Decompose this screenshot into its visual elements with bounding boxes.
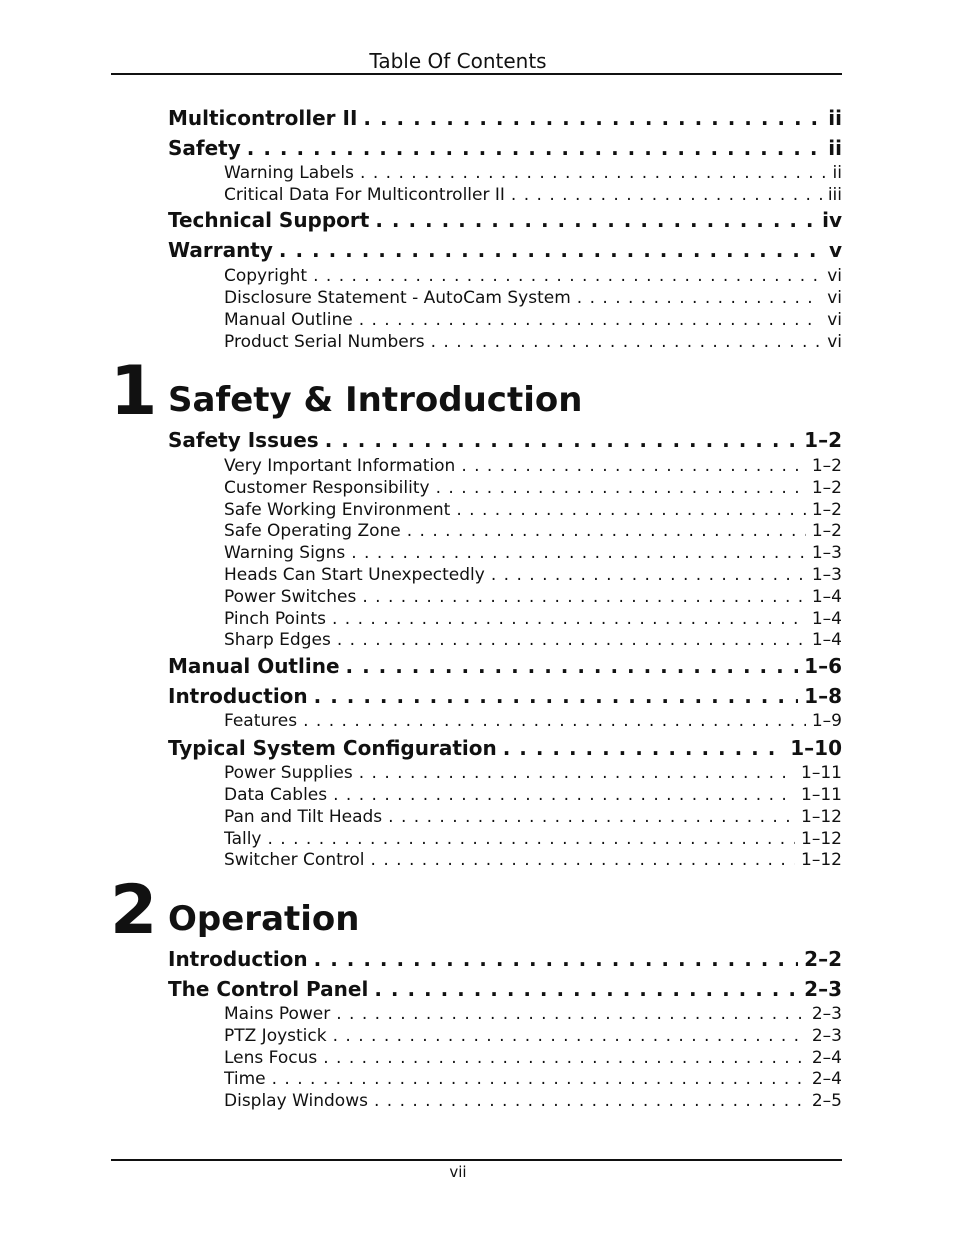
toc-entry-page: vi [827,288,842,308]
dot-leader [359,310,822,330]
toc-subsection-entry [224,500,842,522]
toc-entry-title: Introduction [168,684,308,708]
toc-entry-page: 1–4 [811,587,842,607]
toc-entry-title: Switcher Control [224,850,365,870]
toc-subsection-entry [224,1091,842,1113]
toc-entry-page: 1–6 [804,654,842,678]
toc-section-entry [168,947,842,975]
toc-entry-page: 1–12 [801,829,842,849]
toc-subsection-entry [224,850,842,872]
toc-subsection-entry [224,609,842,631]
dot-leader [313,266,821,286]
toc-section-entry [168,684,842,712]
toc-entry-title: Lens Focus [224,1048,318,1068]
dot-leader [314,684,799,708]
dot-leader [503,736,785,760]
toc-entry-title: Disclosure Statement - AutoCam System [224,288,571,308]
toc-entry-title: Warning Labels [224,163,355,183]
toc-subsection-entry [224,1069,842,1091]
dot-leader [332,609,806,629]
toc-entry-page: 2–4 [811,1048,842,1068]
toc-entry-title: Warranty [168,238,273,262]
dot-leader [491,565,806,585]
toc-entry-page: ii [828,106,842,130]
dot-leader [431,332,822,352]
chapter-title: Safety & Introduction [168,380,583,420]
toc-entry-title: Multicontroller II [168,106,358,130]
toc-subsection-entry [224,332,842,354]
toc-entry-page: 2–3 [804,977,842,1001]
toc-entry-page: 1–9 [811,711,842,731]
chapter-number: 2 [110,871,158,950]
dot-leader [375,208,816,232]
toc-section-entry [168,208,842,236]
toc-entry-title: Warning Signs [224,543,346,563]
toc-entry-page: 2–5 [811,1091,842,1111]
toc-entry-page: iii [827,185,842,205]
toc-entry-page: iv [822,208,842,232]
toc-entry-title: Power Switches [224,587,357,607]
toc-entry-title: Features [224,711,298,731]
dot-leader [333,1026,806,1046]
dot-leader [268,829,796,849]
toc-subsection-entry [224,829,842,851]
toc-subsection-entry [224,310,842,332]
dot-leader [323,1048,806,1068]
dot-leader [333,785,795,805]
toc-entry-page: v [828,238,842,262]
dot-leader [303,711,806,731]
toc-section-entry [168,106,842,134]
toc-entry-page: 1–8 [804,684,842,708]
dot-leader [279,238,823,262]
toc-entry-title: Data Cables [224,785,328,805]
toc-entry-title: Copyright [224,266,308,286]
toc-entry-title: Pan and Tilt Heads [224,807,383,827]
toc-entry-page: vi [827,310,842,330]
toc-entry-title: Time [224,1069,266,1089]
toc-subsection-entry [224,185,842,207]
footer-rule [111,1159,842,1161]
dot-leader [360,163,827,183]
toc-entry-title: Technical Support [168,208,370,232]
toc-entry-title: Introduction [168,947,308,971]
toc-subsection-entry [224,1026,842,1048]
toc-entry-title: Safety [168,136,241,160]
dot-leader [351,543,806,563]
toc-subsection-entry [224,711,842,733]
header-rule [111,73,842,75]
toc-subsection-entry [224,763,842,785]
toc-entry-page: 1–10 [790,736,842,760]
toc-entry-page: 2–3 [811,1004,842,1024]
toc-section-entry [168,977,842,1005]
toc-subsection-entry [224,288,842,310]
dot-leader [362,587,806,607]
dot-leader [247,136,823,160]
toc-subsection-entry [224,630,842,652]
toc-entry-title: Typical System Configuration [168,736,497,760]
dot-leader [461,456,806,476]
dot-leader [346,654,799,678]
dot-leader [407,521,806,541]
chapter-number: 1 [110,352,158,431]
toc-entry-page: ii [828,136,842,160]
toc-entry-title: Mains Power [224,1004,331,1024]
toc-entry-title: Safe Working Environment [224,500,451,520]
dot-leader [456,500,806,520]
toc-entry-page: 1–3 [811,565,842,585]
toc-subsection-entry [224,785,842,807]
dot-leader [336,1004,806,1024]
toc-entry-page: 1–12 [801,807,842,827]
toc-section-entry [168,428,842,456]
toc-section-entry [168,654,842,682]
toc-entry-title: Tally [224,829,262,849]
toc-entry-page: 1–12 [801,850,842,870]
toc-entry-title: Power Supplies [224,763,353,783]
toc-entry-title: The Control Panel [168,977,369,1001]
toc-subsection-entry [224,266,842,288]
dot-leader [325,428,798,452]
toc-subsection-entry [224,543,842,565]
toc-entry-title: Very Important Information [224,456,456,476]
toc-entry-title: Safe Operating Zone [224,521,401,541]
dot-leader [436,478,806,498]
dot-leader [363,106,822,130]
toc-entry-page: 1–2 [811,478,842,498]
toc-entry-title: Manual Outline [168,654,340,678]
toc-entry-title: Safety Issues [168,428,319,452]
toc-section-entry [168,136,842,164]
toc-entry-page: 1–4 [811,630,842,650]
chapter-title: Operation [168,899,360,939]
dot-leader [511,185,822,205]
toc-entry-page: 1–4 [811,609,842,629]
toc-entry-page: ii [832,163,842,183]
toc-entry-title: Display Windows [224,1091,368,1111]
toc-entry-page: vi [827,332,842,352]
toc-subsection-entry [224,807,842,829]
toc-entry-title: Heads Can Start Unexpectedly [224,565,485,585]
toc-subsection-entry [224,478,842,500]
dot-leader [272,1069,806,1089]
toc-section-entry [168,736,842,764]
toc-entry-page: 1–11 [801,785,842,805]
toc-entry-title: Customer Responsibility [224,478,430,498]
toc-entry-page: vi [827,266,842,286]
toc-subsection-entry [224,521,842,543]
toc-entry-title: Product Serial Numbers [224,332,425,352]
dot-leader [374,1091,806,1111]
toc-entry-page: 2–2 [804,947,842,971]
toc-entry-title: Sharp Edges [224,630,331,650]
toc-subsection-entry [224,456,842,478]
toc-entry-page: 1–2 [811,456,842,476]
toc-subsection-entry [224,163,842,185]
page-header-title: Table Of Contents [369,49,547,73]
toc-subsection-entry [224,565,842,587]
dot-leader [577,288,821,308]
dot-leader [337,630,806,650]
toc-subsection-entry [224,1004,842,1026]
page-number: vii [449,1163,467,1181]
toc-entry-page: 1–3 [811,543,842,563]
toc-entry-page: 2–4 [811,1069,842,1089]
toc-entry-page: 1–2 [811,500,842,520]
toc-entry-title: Manual Outline [224,310,353,330]
dot-leader [374,977,798,1001]
dot-leader [388,807,795,827]
toc-entry-title: Critical Data For Multicontroller II [224,185,505,205]
toc-entry-title: PTZ Joystick [224,1026,327,1046]
toc-entry-page: 1–2 [804,428,842,452]
toc-subsection-entry [224,1048,842,1070]
dot-leader [371,850,796,870]
toc-entry-page: 1–11 [801,763,842,783]
dot-leader [359,763,795,783]
dot-leader [314,947,799,971]
toc-section-entry [168,238,842,266]
toc-entry-title: Pinch Points [224,609,326,629]
toc-entry-page: 2–3 [811,1026,842,1046]
toc-entry-page: 1–2 [811,521,842,541]
toc-subsection-entry [224,587,842,609]
